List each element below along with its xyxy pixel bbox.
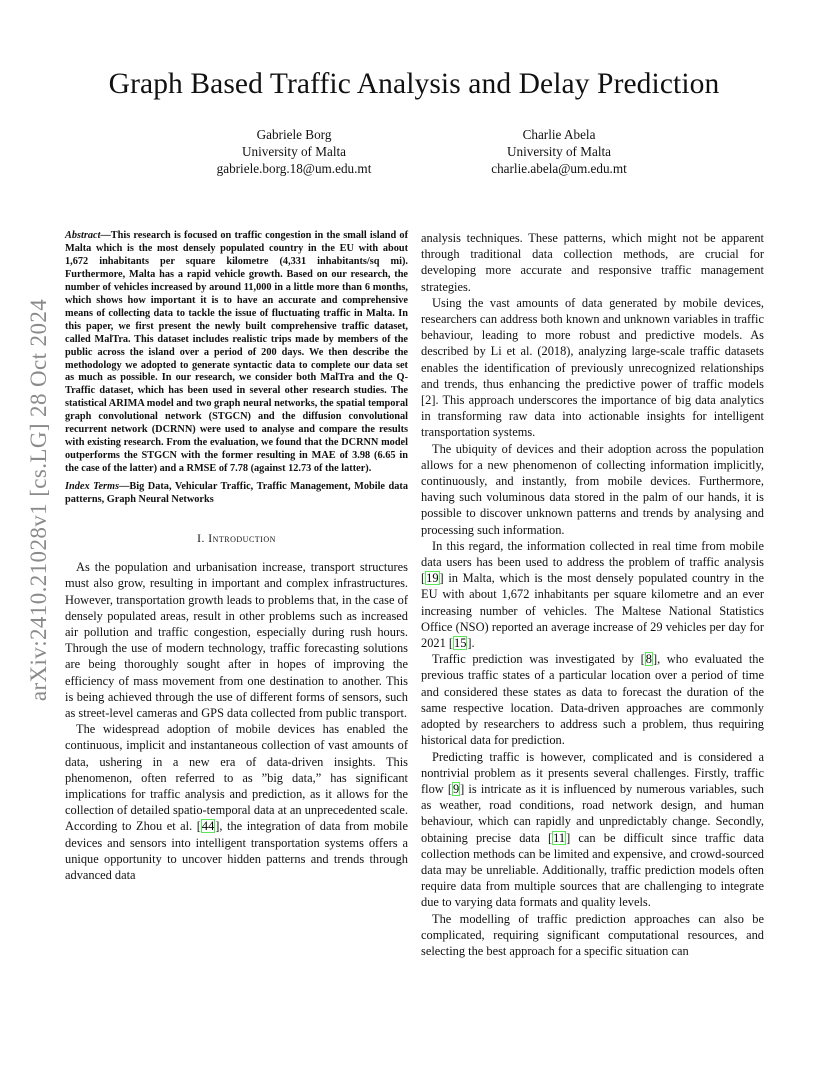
citation-link[interactable]: 9 [452,781,460,796]
author-affiliation: University of Malta [241,144,346,159]
author-email: gabriele.borg.18@um.edu.mt [216,161,372,176]
paragraph: Traffic prediction was investigated by [8], who evaluated the previous traffic states of a particular location over a period of time and considered these states as data to forecast the duration of the same respective location. Data-driven approaches are commonly adopted by researchers to address such a problem, thus requiring historical data for prediction. [421,652,764,748]
paragraph: The modelling of traffic prediction approaches can also be complicated, requiring significant computational resources, and selecting the best approach for a specific situation can [421,911,764,958]
paragraph: The ubiquity of devices and their adoption across the population allows for a new phenomenon of collecting information implicitly, continuously, and instantly, from mobile devices. Furthermore, having such voluminous data stored in the palm of our hands, it is possible to discover unknown patterns and trends by analysing and processing such information. [421,441,764,537]
author-name: Gabriele Borg [256,127,332,142]
arxiv-identifier: arXiv:2410.21028v1 [cs.LG] 28 Oct 2024 [26,298,51,702]
paragraph: As the population and urbanisation increase, transport structures must also grow, resulting in important and complex infrastructures. However, transportation growth leads to problems that, in the case of densely populated areas, result in other problems such as increased air pollution and traffic congestion, especially during rush hours. Through the use of modern technology, traffic forecasting solutions are being thoroughly sought after in hopes of improving the efficiency of mass movement from one destination to another. This is being achieved through the use of different forms of sensors, such as street-level cameras and GPS data collected from public transport. [65,560,408,721]
section-heading-introduction: I. Introduction [197,532,276,546]
index-terms-label: Index Terms [65,481,120,493]
right-column [421,230,764,959]
index-terms [65,481,408,507]
abstract-label: Abstract [65,230,101,241]
abstract [65,230,408,476]
author-block-1 [174,126,414,177]
citation-link[interactable]: 8 [645,652,652,667]
paragraph: analysis techniques. These patterns, which might not be apparent through traditional data collection methods, are crucial for developing more accurate and responsive traffic management strategies. [421,231,764,294]
citation-link[interactable]: 44 [201,819,215,834]
citation-link[interactable]: 11 [553,830,566,845]
paragraph: Using the vast amounts of data generated by mobile devices, researchers can address both known and unknown variables in traffic behaviour, leading to more robust and predictive models. As described by Li et al. (2018), analyzing large-scale traffic datasets enables the identification of previously unrecognized relationships and trends, thus enhancing the predictive power of traffic models [2]. This approach underscores the importance of big data analytics in transforming raw data into actionable insights for intelligent transportation systems. [421,295,764,440]
paper-title: Graph Based Traffic Analysis and Delay Prediction [108,68,720,100]
author-email: charlie.abela@um.edu.mt [491,161,627,176]
citation-link[interactable]: 15 [454,636,467,651]
author-affiliation: University of Malta [506,144,611,159]
index-terms-text: —Big Data, Vehicular Traffic, Traffic Management, Mobile data patterns, Graph Neural Networks [65,481,408,506]
citation-link[interactable]: 19 [426,571,439,586]
left-column [65,230,408,883]
paragraph: Predicting traffic is however, complicated and is considered a nontrivial problem as it presents several challenges. Firstly, traffic flow [9] is intricate as it is influenced by numerous variables, such as weather, road conditions, road network design, and human behaviour, which can rapidly and unpredictably change. Secondly, obtaining precise data [11] can be difficult since traffic data collection methods can be limited and expensive, and crowd-sourced data may be unreliable. Additionally, traffic prediction models often require data from multiple sources that are challenging to integrate due to varying data formats and quality levels. [421,749,764,910]
paragraph: In this regard, the information collected in real time from mobile data users has been used to address the problem of traffic analysis [19] in Malta, which is the most densely populated country in the EU with about 1,672 inhabitants per square kilometre and an ever increasing number of vehicles. The Maltese National Statistics Office (NSO) reported an average increase of 29 vehicles per day for 2021 [15]. [421,538,764,651]
author-name: Charlie Abela [522,127,596,142]
arxiv-sidebar [21,240,57,760]
author-block-2 [439,126,679,177]
abstract-text: —This research is focused on traffic congestion in the small island of Malta which is the most densely populated country in the EU with about 1,672 inhabitants per square kilometre (4,331 inhabitants/sq mi). Furthermore, Malta has a rapid vehicle growth. Based on our research, the number of vehicles increased by around 11,000 in a little more than 6 months, which shows how important it is to have an accurate and comprehensive means of collecting data to tackle the issue of fluctuating traffic in Malta. In this paper, we first present the newly built comprehensive traffic dataset, called MalTra. This dataset includes realistic trips made by members of the public across the island over a period of 200 days. We then describe the methodology we adopted to generate syntactic data to complete our data set as much as possible. In our research, we consider both MalTra and the Q-Traffic dataset, which has been used in several other research studies. The statistical ARIMA model and two graph neural networks, the spatial temporal graph convolutional network (STGCN) and the diffusion convolutional recurrent network (DCRNN) were used to analyse and compare the results with existing research. From the evaluation, we found that the DCRNN model outperforms the STGCN with the former resulting in MAE of 3.98 (6.65 in the case of the latter) and a RMSE of 7.78 (against 12.73 of the latter). [65,230,408,475]
paragraph: The widespread adoption of mobile devices has enabled the continuous, implicit and instantaneous collection of vast amounts of data, ushering in a new era of data-driven insights. This phenomenon, often referred to as ”big data,” has significant implications for traffic analysis and prediction, as it allows for the collection of detailed spatio-temporal data at an unprecedented scale. According to Zhou et al. [44], the integration of data from mobile devices and sensors into intelligent transportation systems offers a unique opportunity to uncover hidden patterns and trends through advanced data [65,722,408,883]
